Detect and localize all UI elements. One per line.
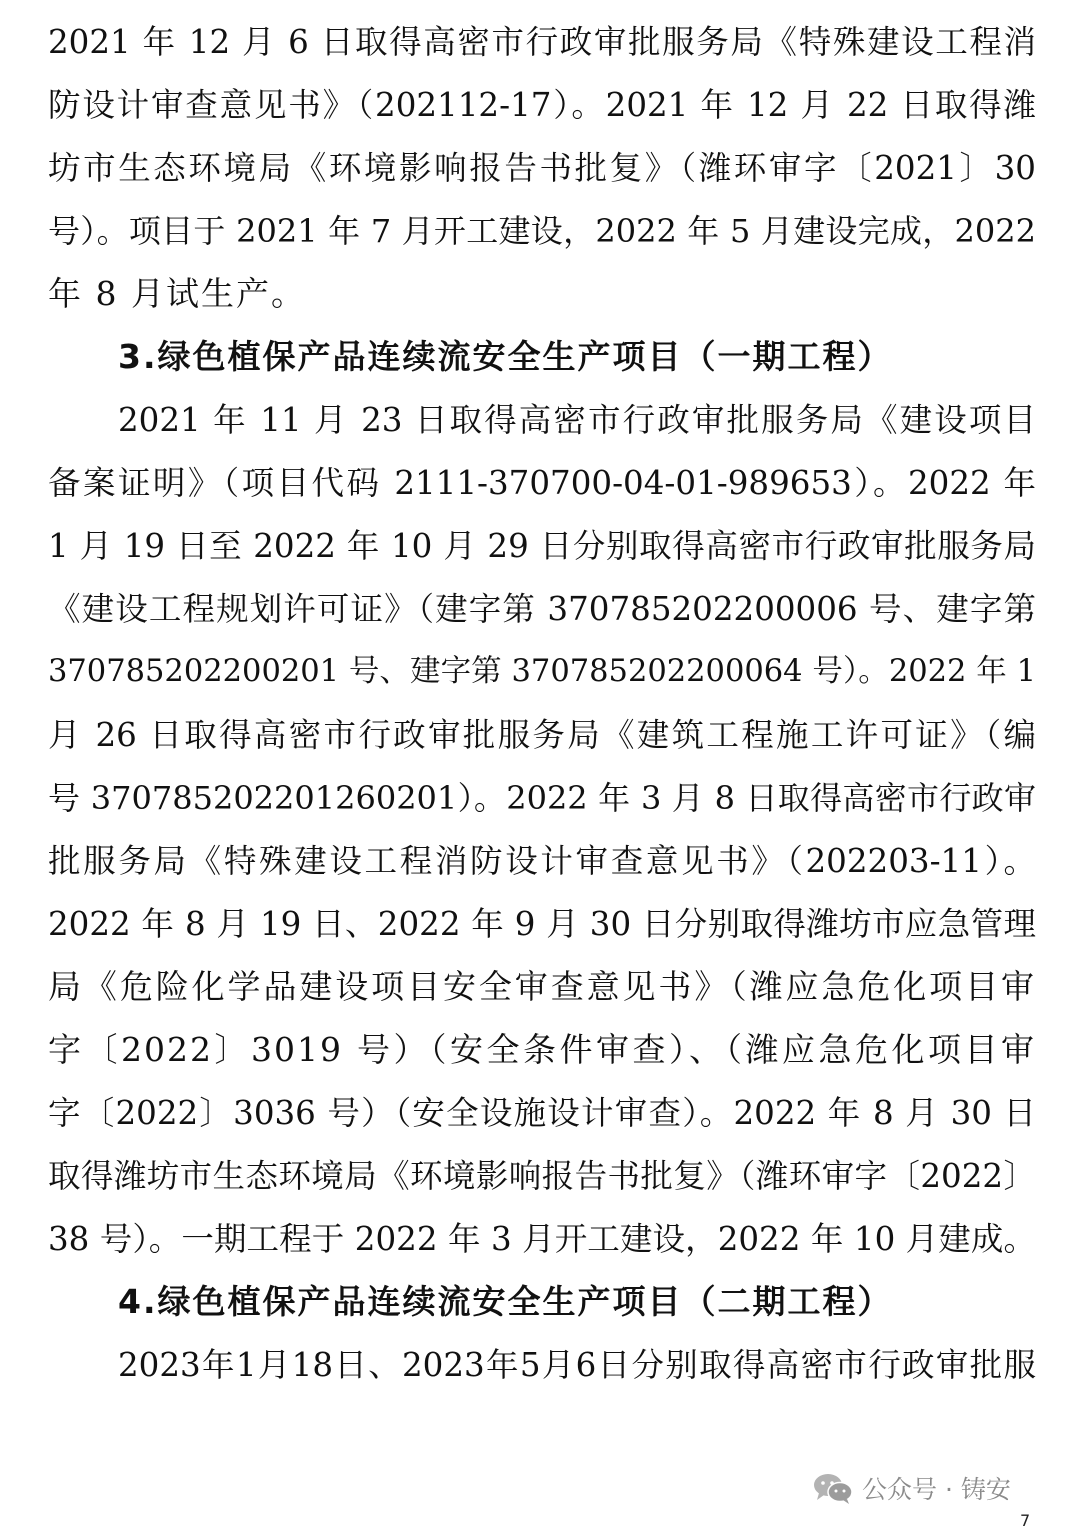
page-number: 7 bbox=[1020, 1511, 1031, 1530]
paragraph-line: 防设计审查意见书》（202112-17）。2021 年 12 月 22 日取得潍 bbox=[48, 86, 1036, 124]
section-heading-3: 3.绿色植保产品连续流安全生产项目（一期工程） bbox=[118, 337, 893, 376]
paragraph-line: 370785202200201 号、建字第 370785202200064 号）。2022 年 1 bbox=[48, 654, 1036, 689]
paragraph-line: 年 8 月试生产。 bbox=[48, 274, 306, 313]
paragraph-line: 取得潍坊市生态环境局《环境影响报告书批复》（潍环审字〔2022〕 bbox=[48, 1157, 1036, 1195]
paragraph-line: 字〔2022〕3019 号）（安全条件审查）、（潍应急危化项目审 bbox=[48, 1030, 1036, 1069]
paragraph-line: 2022 年 8 月 19 日、2022 年 9 月 30 日分别取得潍坊市应急管理 bbox=[48, 905, 1036, 943]
paragraph-line: 字〔2022〕3036 号）（安全设施设计审查）。2022 年 8 月 30 日 bbox=[48, 1094, 1036, 1132]
paragraph-line: 号）。项目于 2021 年 7 月开工建设，2022 年 5 月建设完成，2022 bbox=[48, 212, 1036, 250]
paragraph-line: 1 月 19 日至 2022 年 10 月 29 日分别取得高密市行政审批服务局 bbox=[48, 527, 1036, 565]
paragraph-line: 38 号）。一期工程于 2022 年 3 月开工建设，2022 年 10 月建成。 bbox=[48, 1220, 1036, 1258]
wechat-icon bbox=[812, 1471, 854, 1505]
paragraph-line: 坊市生态环境局《环境影响报告书批复》（潍环审字〔2021〕30 bbox=[48, 149, 1036, 187]
section-heading-4: 4.绿色植保产品连续流安全生产项目（二期工程） bbox=[118, 1282, 893, 1321]
wechat-watermark bbox=[812, 1468, 1011, 1508]
paragraph-line: 号 370785202201260201）。2022 年 3 月 8 日取得高密市行政审 bbox=[48, 779, 1036, 817]
paragraph-line: 2021 年 12 月 6 日取得高密市行政审批服务局《特殊建设工程消 bbox=[48, 23, 1036, 61]
paragraph-line: 批服务局《特殊建设工程消防设计审查意见书》（202203-11）。 bbox=[48, 842, 1036, 880]
paragraph-line: 备案证明》（项目代码 2111-370700-04-01-989653）。2022 年 bbox=[48, 464, 1036, 502]
paragraph-line: 2021 年 11 月 23 日取得高密市行政审批服务局《建设项目 bbox=[118, 401, 1036, 439]
paragraph-line: 《建设工程规划许可证》（建字第 370785202200006 号、建字第 bbox=[48, 590, 1036, 628]
paragraph-line: 2023年1月18日、2023年5月6日分别取得高密市行政审批服 bbox=[118, 1346, 1036, 1384]
paragraph-line: 局《危险化学品建设项目安全审查意见书》（潍应急危化项目审 bbox=[48, 967, 1036, 1006]
paragraph-line: 月 26 日取得高密市行政审批服务局《建筑工程施工许可证》（编 bbox=[48, 716, 1036, 754]
watermark-text: 公众号 · 铸安 bbox=[862, 1475, 1011, 1504]
